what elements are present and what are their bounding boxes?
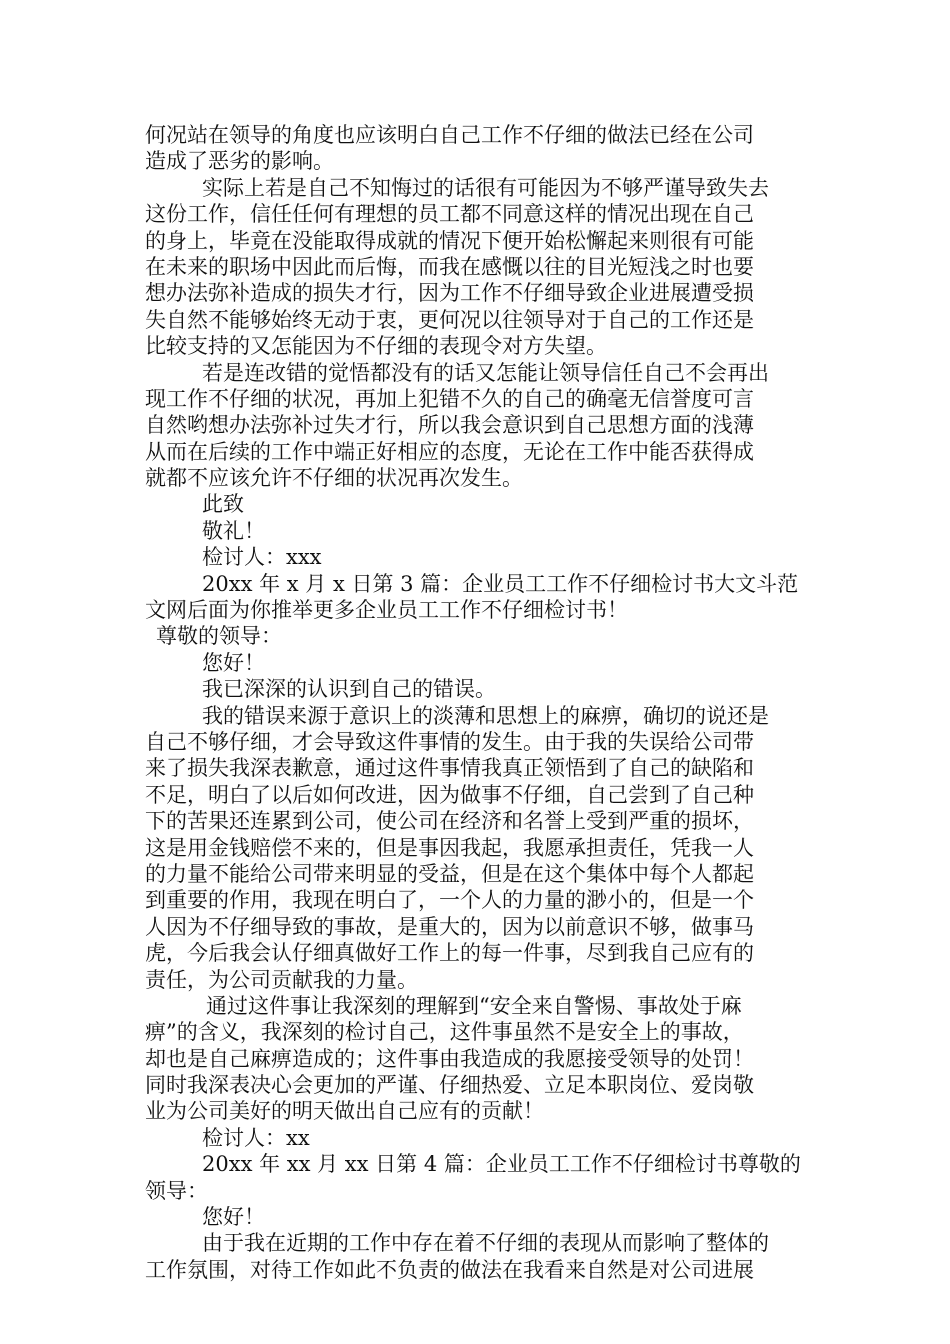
text-line: 由于我在近期的工作中存在着不仔细的表现从而影响了整体的 [202,1231,769,1256]
text-line: 敬礼！ [202,518,265,543]
text-line: 通过这件事让我深刻的理解到“安全来自警惕、事故处于麻 [206,993,742,1018]
text-line: 我的错误来源于意识上的淡薄和思想上的麻痹，确切的说还是 [202,703,769,728]
text-line: 的身上，毕竟在没能取得成就的情况下便开始松懈起来则很有可能 [145,228,754,253]
text-line: 您好！ [202,1205,265,1230]
text-line: 失自然不能够始终无动于衷，更何况以往领导对于自己的工作还是 [145,307,754,332]
text-line: 这是用金钱赔偿不来的，但是事因我起，我愿承担责任，凭我一人 [145,835,754,860]
text-line: 同时我深表决心会更加的严谨、仔细热爱、立足本职岗位、爱岗敬 [145,1073,754,1098]
text-line: 到重要的作用，我现在明白了，一个人的力量的渺小的，但是一个 [145,888,754,913]
text-line: 20xx 年 x 月 x 日第 3 篇：企业员工工作不仔细检讨书大文斗范 [202,571,799,596]
text-line: 尊敬的领导： [156,624,282,649]
text-line: 在未来的职场中因此而后悔，而我在感慨以往的目光短浅之时也要 [145,254,754,279]
text-line: 比较支持的又怎能因为不仔细的表现令对方失望。 [145,334,607,359]
text-line: 自然哟想办法弥补过失才行，所以我会意识到自己思想方面的浅薄 [145,413,754,438]
text-line: 想办法弥补造成的损失才行，因为工作不仔细导致企业进展遭受损 [145,281,754,306]
text-line: 就都不应该允许不仔细的状况再次发生。 [145,466,523,491]
text-line: 来了损失我深表歉意，通过这件事情我真正领悟到了自己的缺陷和 [145,756,754,781]
text-line: 检讨人：xx [202,1125,310,1150]
text-line: 痹”的含义，我深刻的检讨自己，这件事虽然不是安全上的事故， [145,1020,744,1045]
text-line: 不足，明白了以后如何改进，因为做事不仔细，自己尝到了自己种 [145,782,754,807]
text-line: 下的苦果还连累到公司，使公司在经济和名誉上受到严重的损坏， [145,809,754,834]
text-line: 自己不够仔细，才会导致这件事情的发生。由于我的失误给公司带 [145,729,754,754]
text-line: 人因为不仔细导致的事故，是重大的，因为以前意识不够，做事马 [145,914,754,939]
text-line: 20xx 年 xx 月 xx 日第 4 篇：企业员工工作不仔细检讨书尊敬的 [202,1152,801,1177]
text-line: 文网后面为你推举更多企业员工工作不仔细检讨书！ [145,598,628,623]
text-line: 检讨人：xxx [202,545,322,570]
text-line: 领导： [145,1178,208,1203]
text-line: 造成了恶劣的影响。 [145,149,334,174]
text-line: 这份工作，信任任何有理想的员工都不同意这样的情况出现在自己 [145,202,754,227]
text-line: 工作氛围，对待工作如此不负责的做法在我看来自然是对公司进展 [145,1257,754,1282]
document-body [145,122,813,1283]
text-line: 此致 [202,492,244,517]
text-line: 现工作不仔细的状况，再加上犯错不久的自己的确毫无信誉度可言 [145,386,754,411]
text-line: 您好！ [202,650,265,675]
text-line: 何况站在领导的角度也应该明白自己工作不仔细的做法已经在公司 [145,123,754,147]
text-line: 我已深深的认识到自己的错误。 [202,677,496,702]
text-line: 的力量不能给公司带来明显的受益，但是在这个集体中每个人都起 [145,861,754,886]
text-line: 若是连改错的觉悟都没有的话又怎能让领导信任自己不会再出 [202,360,769,385]
text-line: 虎，今后我会认仔细真做好工作上的每一件事，尽到我自己应有的 [145,941,754,966]
text-line: 却也是自己麻痹造成的；这件事由我造成的我愿接受领导的处罚！ [145,1046,754,1071]
text-line: 实际上若是自己不知悔过的话很有可能因为不够严谨导致失去 [202,175,769,200]
text-line: 从而在后续的工作中端正好相应的态度，无论在工作中能否获得成 [145,439,754,464]
text-line: 业为公司美好的明天做出自己应有的贡献！ [145,1099,544,1124]
text-line: 责任，为公司贡献我的力量。 [145,967,418,992]
